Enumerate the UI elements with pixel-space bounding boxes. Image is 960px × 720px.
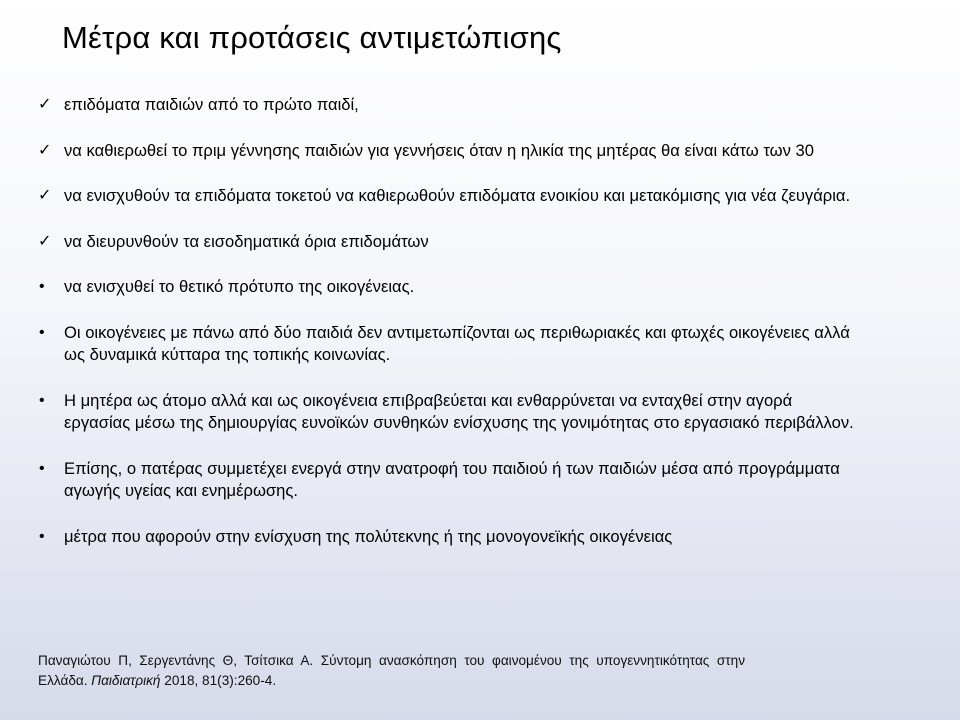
bullet-item <box>38 526 858 549</box>
bullet-text: μέτρα που αφορούν στην ενίσχυση της πολύτεκνης ή της μονογονεϊκής οικογένειας <box>64 526 673 546</box>
bullet-dot-icon: • <box>39 323 45 341</box>
bullet-dot-icon: • <box>39 459 45 477</box>
bullet-text: να ενισχυθούν τα επιδόματα τοκετού να καθιερωθούν επιδόματα ενοικίου και μετακόμισης για νέα ζευγάρια. <box>64 186 851 205</box>
bullet-text: επιδόματα παιδιών από το πρώτο παιδί, <box>64 95 359 114</box>
bullet-text: Οι οικογένειες με πάνω από δύο παιδιά δεν αντιμετωπίζονται ως περιθωριακές και φτωχές οικογένειες αλλά ως δυναμικά κύτταρα της τοπικής κοινωνίας. <box>64 322 850 364</box>
check-icon: ✓ <box>38 232 52 250</box>
bullet-text: Επίσης, ο πατέρας συμμετέχει ενεργά στην ανατροφή του παιδιού ή των παιδιών μέσα από προγράμματα αγωγής υγείας και ενημέρωσης. <box>64 458 840 500</box>
bullet-item <box>38 231 858 254</box>
bullet-text: να καθιερωθεί το πριμ γέννησης παιδιών για γεννήσεις όταν η ηλικία της μητέρας θα είναι κάτω των 30 <box>64 140 814 160</box>
bullet-text: να διευρυνθούν τα εισοδηματικά όρια επιδομάτων <box>64 231 429 251</box>
reference-citation <box>38 651 745 691</box>
bullet-item <box>38 322 858 367</box>
bullet-text: Η μητέρα ως άτομο αλλά και ως οικογένεια επιβραβεύεται και ενθαρρύνεται να ενταχθεί στην αγορά εργασίας μέσω της δημιουργίας ευνοϊκών συνθηκών ενίσχυσης της γονιμότητας στο εργασιακό περιβάλλον. <box>64 390 854 432</box>
reference-authors-title: Παναγιώτου Π, Σεργεντάνης Θ, Τσίτσικα Α. Σύντομη ανασκόπηση του φαινομένου της υπογεννητικότητας στην Ελλάδα. <box>38 653 745 688</box>
bullet-item <box>38 185 858 208</box>
check-icon: ✓ <box>38 141 52 159</box>
bullet-item <box>38 390 858 435</box>
bullet-dot-icon: • <box>39 391 45 409</box>
bullet-text: να ενισχυθεί το θετικό πρότυπο της οικογένειας. <box>64 277 415 296</box>
bullet-item <box>38 276 858 299</box>
check-icon: ✓ <box>38 187 52 204</box>
bullet-list <box>38 94 858 571</box>
bullet-item <box>38 458 858 503</box>
slide-title: Μέτρα και προτάσεις αντιμετώπισης <box>62 20 562 55</box>
bullet-dot-icon: • <box>39 278 45 295</box>
bullet-item <box>38 94 858 117</box>
reference-journal: Παιδιατρική <box>91 673 161 688</box>
bullet-item <box>38 140 858 163</box>
bullet-dot-icon: • <box>39 527 45 545</box>
reference-details: 2018, 81(3):260-4. <box>160 673 277 688</box>
check-icon: ✓ <box>38 96 52 113</box>
